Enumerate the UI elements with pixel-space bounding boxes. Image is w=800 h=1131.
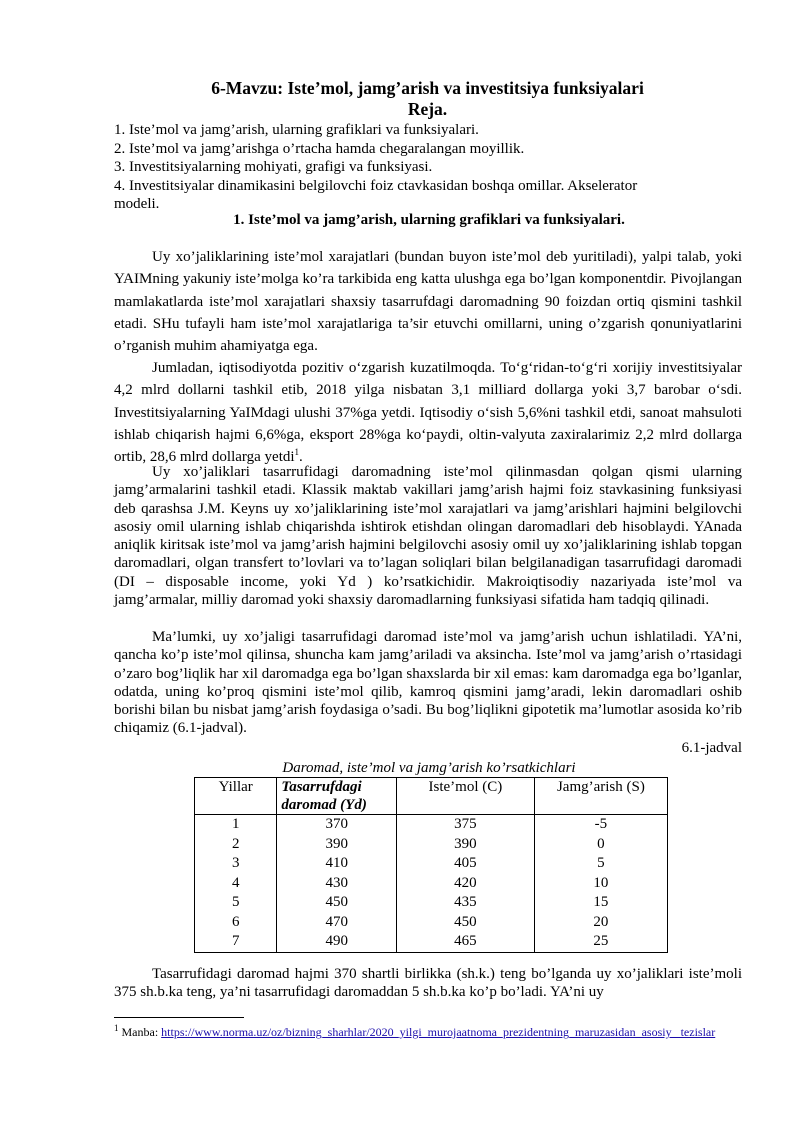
consumption-value: 450 <box>454 913 477 930</box>
cell-consumption <box>396 815 534 953</box>
section-heading: 1. Iste’mol va jamg’arish, ularning grafiklari va funksiyalari. <box>233 212 625 228</box>
footnote-link[interactable]: https://www.norma.uz/oz/bizning_sharhlar/2020_yilgi_murojaatnoma_prezidentning_maruzasidan_asosiy_ tezislar <box>161 1025 716 1039</box>
table-header-row <box>195 778 668 815</box>
saving-value: 10 <box>593 874 609 891</box>
table-body-row <box>195 815 668 953</box>
paragraph-2 <box>114 357 742 468</box>
consumption-value: 375 <box>454 816 477 832</box>
consumption-value: 435 <box>454 894 477 910</box>
header-disposable-income: Tasarrufdagi daromad (Yd) <box>277 778 397 815</box>
header-years: Yillar <box>195 778 277 815</box>
plan-list <box>114 121 744 214</box>
paragraph-2-end: . <box>299 449 303 466</box>
paragraph-1: Uy xo’jaliklarining iste’mol xarajatlari (bundan buyon iste’mol deb yuritiladi), yalpi talab, yoki YAIMning yakuniy iste’molga ko’ra tarkibida eng katta ulushga ega bo’lgan komponentdir. Pivojlangan mamlakatlarda iste’mol xarajatlari shaxsiy tasarrufdagi daromadning 90 foizdan ortiq qismini tashkil etadi. SHu tufayli ham iste’mol xarajatlariga ta’sir etuvchi omillarni, uning o’zgarish qonuniyatlarini o’rganish muhim ahamiyatga ega. <box>114 249 742 355</box>
year-value: 7 <box>231 933 240 949</box>
paragraph-5: Tasarrufidagi daromad hajmi 370 shartli birlikka (sh.k.) teng bo’lganda uy xo’jaliklari iste’moli 375 sh.b.ka teng, ya’ni tasarrufidagi daromaddan 5 sh.b.ka ko’p bo’ladi. YA’ni uy <box>114 966 742 1001</box>
footnote-number: 1 <box>114 1023 119 1033</box>
saving-value: 0 <box>597 835 605 852</box>
plan-item: 2. Iste’mol va jamg’arishga o’rtacha hamda chegaralangan moyillik. <box>114 140 525 157</box>
plan-item: 3. Investitsiyalarning mohiyati, grafigi va funksiyasi. <box>114 159 433 176</box>
plan-item: 1. Iste’mol va jamg’arish, ularning grafiklari va funksiyalari. <box>114 122 479 138</box>
cell-disposable-income <box>277 815 397 953</box>
saving-value: -5 <box>594 816 608 832</box>
cell-years <box>195 815 277 953</box>
paragraph-2-text: Jumladan, iqtisodiyotda pozitiv o‘zgarish kuzatilmoqda. To‘g‘ridan-to‘g‘ri xorijiy investitsiyalar 4,2 mlrd dollarni tashkil etib, 2018 yilga nisbatan 3,1 milliard dollarga yoki 3,7 barobar o‘sdi. Investitsiyalarning YaIMdagi ulushi 37%ga yetdi. Iqtisodiy o‘sish 5,6%ni tashkil etdi, sanoat mahsuloti ishlab chiqarish hajmi 6,6%ga, eksport 28%ga ko‘paydi, oltin-valyuta zaxiralarimiz 2,2 mlrd dollarga ortib, 28,6 mlrd dollarga yetdi <box>114 360 742 466</box>
header-saving: Jamg’arish (S) <box>534 778 667 815</box>
footnote <box>114 1024 742 1041</box>
income-value: 490 <box>325 933 348 949</box>
saving-value: 15 <box>593 894 609 910</box>
footnote-label: Manba: <box>121 1025 159 1039</box>
table-number: 6.1-jadval <box>681 740 742 756</box>
year-value: 1 <box>231 816 240 832</box>
plan-item: modeli. <box>114 196 160 213</box>
saving-value: 25 <box>593 933 609 949</box>
plan-title: Reja. <box>407 99 448 119</box>
consumption-value: 390 <box>454 835 477 852</box>
year-value: 4 <box>231 874 240 891</box>
saving-value: 5 <box>597 855 605 871</box>
data-table <box>194 777 668 953</box>
year-value: 3 <box>231 855 240 871</box>
cell-saving <box>534 815 667 953</box>
consumption-value: 405 <box>454 855 477 871</box>
consumption-value: 420 <box>454 874 477 891</box>
income-value: 430 <box>325 874 348 891</box>
year-value: 2 <box>231 835 240 852</box>
header-consumption: Iste’mol (C) <box>396 778 534 815</box>
income-value: 410 <box>325 855 348 871</box>
paragraph-4: Ma’lumki, uy xo’jaligi tasarrufidagi daromad iste’mol va jamg’arish uchun ishlatiladi. YA’ni, qancha ko’p iste’mol qilinsa, shuncha kam jamg’ariladi va aksincha. Iste’mol va jamg’arish o’rtasidagi o’zaro bog’liqlik har xil daromadga ega bo’lgan shaxslarda bir xil emas: kam daromadga ega bo’lganlar, odatda, uning ko’proq qismini iste’mol qilib, kamroq qismini jamg’aradi, lekin daromadlari oshib borishi bilan bu nisbat jamg’arish foydasiga o’sadi. Bu bog’liqlikni gipotetik ma’lumotlar asosida ko’rib chiqamiz (6.1-jadval). <box>114 629 742 737</box>
income-value: 370 <box>325 816 348 832</box>
footnote-marker: 1 <box>294 447 300 458</box>
year-value: 6 <box>231 913 240 930</box>
footnote-divider <box>114 1017 244 1018</box>
table-caption: Daromad, iste’mol va jamg’arish ko’rsatkichlari <box>282 760 576 776</box>
income-value: 390 <box>325 835 348 852</box>
year-value: 5 <box>231 894 240 910</box>
paragraph-3: Uy xo’jaliklari tasarrufidagi daromadning iste’mol qilinmasdan qolgan qismi ularning jamg’armalarini tashkil etadi. Klassik maktab vakillari jamg’arish hajmi foiz stavkasining funksiyasi deb qarashsa J.M. Keyns uy xo’jaliklarining iste’mol xarajatlari va jamg’arishlari hajmini belgilovchi asosiy omil ularning ishlab chiqarishda ishtirok etishdan olingan daromadlari deb hisoblaydi. YAnada aniqlik kiritsak iste’mol va jamg’arish hajmini belgilovchi asosiy omil uy xo’jaliklarining ishlab topgan daromadlari, olgan transfert to’lovlari va to’lagan soliqlari bilan belgilanadigan tasarrufidagi daromadi (DI – disposable income, yoki Yd ) ko’rsatkichidir. Makroiqtisodiy nazariyada iste’mol va jamg’armalar, milliy daromad yoki shaxsiy daromadlarning funksiyasi sifatida ham tadqiq qilinadi. <box>114 464 742 609</box>
plan-item: 4. Investitsiyalar dinamikasini belgilovchi foiz ctavkasidan boshqa omillar. Akselerator <box>114 177 638 194</box>
consumption-value: 465 <box>454 933 477 949</box>
saving-value: 20 <box>593 913 609 930</box>
document-title: 6-Mavzu: Iste’mol, jamg’arish va investitsiya funksiyalari <box>211 78 644 98</box>
income-value: 470 <box>325 913 348 930</box>
income-value: 450 <box>325 894 348 910</box>
